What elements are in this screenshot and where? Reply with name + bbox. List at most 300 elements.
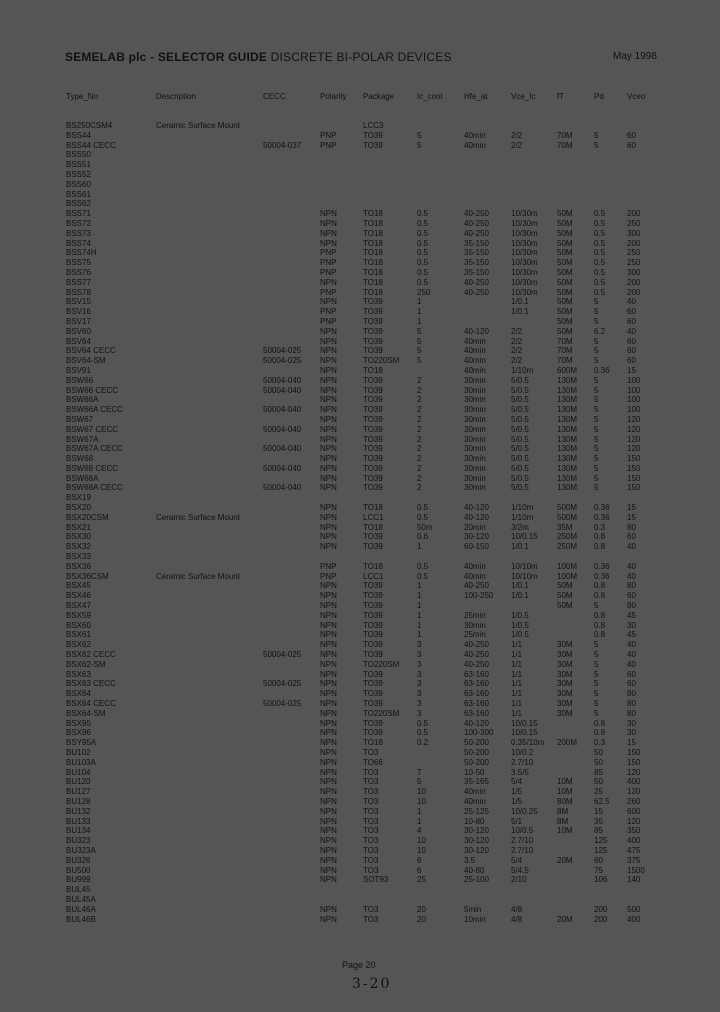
cell-hfe-at: 25min xyxy=(464,610,486,620)
cell-polarity: NPN xyxy=(320,669,337,679)
cell-type-no: BSW68A xyxy=(66,473,99,483)
cell-pd: 5 xyxy=(594,385,599,395)
table-row xyxy=(0,405,720,415)
cell-type-no: BSW66 xyxy=(66,375,94,385)
col-header-type: Type_No xyxy=(66,92,99,101)
cell-vceo: 200 xyxy=(627,287,641,297)
cell-type-no: BSX95 xyxy=(66,718,91,728)
cell-ic-cont: 0.5 xyxy=(417,258,429,268)
cell-type-no: BSX60 xyxy=(66,620,91,630)
cell-ft: 70M xyxy=(557,130,573,140)
cell-polarity: NPN xyxy=(320,326,337,336)
cell-polarity: NPN xyxy=(320,904,337,914)
cell-vce-ic: 10/10m xyxy=(511,571,538,581)
cell-type-no: BSV15 xyxy=(66,297,91,307)
cell-hfe-at: 40-120 xyxy=(464,326,489,336)
table-row xyxy=(0,425,720,435)
cell-polarity: NPN xyxy=(320,787,337,797)
cell-type-no: BU127 xyxy=(66,787,91,797)
cell-polarity: NPN xyxy=(320,454,337,464)
cell-package: TO66 xyxy=(363,757,383,767)
cell-vce-ic: 2/2 xyxy=(511,356,523,366)
cell-vce-ic: 10/0.15 xyxy=(511,718,538,728)
cell-pd: 5 xyxy=(594,444,599,454)
cell-type-no: BSX36CSM xyxy=(66,571,109,581)
cell-type-no: BSS62 xyxy=(66,199,91,209)
cell-package: TO39 xyxy=(363,454,383,464)
cell-package: TO39 xyxy=(363,297,383,307)
cell-vce-ic: 5/4 xyxy=(511,777,523,787)
cell-vce-ic: 1/1 xyxy=(511,640,523,650)
cell-pd: 5 xyxy=(594,375,599,385)
cell-pd: 75 xyxy=(594,865,603,875)
cell-ft: 50M xyxy=(557,228,573,238)
cell-polarity: PNP xyxy=(320,287,337,297)
cell-cecc: 50004-040 xyxy=(263,405,302,415)
table-row xyxy=(0,650,720,660)
cell-polarity: NPN xyxy=(320,718,337,728)
cell-vce-ic: 5/0.5 xyxy=(511,444,529,454)
cell-hfe-at: 40-250 xyxy=(464,228,489,238)
cell-vceo: 15 xyxy=(627,503,636,513)
cell-pd: 0.8 xyxy=(594,591,606,601)
table-row xyxy=(0,346,720,356)
cell-hfe-at: 3.5 xyxy=(464,855,476,865)
cell-package: TO39 xyxy=(363,591,383,601)
table-row xyxy=(0,229,720,239)
table-row xyxy=(0,611,720,621)
cell-ft: 50M xyxy=(557,307,573,317)
cell-pd: 5 xyxy=(594,679,599,689)
cell-type-no: BU326 xyxy=(66,855,91,865)
cell-polarity: NPN xyxy=(320,581,337,591)
cell-vce-ic: 10/0.25 xyxy=(511,806,538,816)
cell-type-no: BU133 xyxy=(66,816,91,826)
cell-package: TO39 xyxy=(363,316,383,326)
cell-polarity: NPN xyxy=(320,356,337,366)
cell-hfe-at: 40min xyxy=(464,346,486,356)
cell-vce-ic: 3/2m xyxy=(511,522,529,532)
table-row xyxy=(0,248,720,258)
table-row xyxy=(0,307,720,317)
table-row xyxy=(0,131,720,141)
cell-pd: 85 xyxy=(594,767,603,777)
col-header-vce-ic: Vce_Ic xyxy=(511,92,536,101)
cell-vce-ic: 3.5/5 xyxy=(511,767,529,777)
cell-ic-cont: 10 xyxy=(417,796,426,806)
cell-polarity: NPN xyxy=(320,405,337,415)
cell-ic-cont: 2 xyxy=(417,444,422,454)
cell-vce-ic: 4/8 xyxy=(511,904,523,914)
col-header-polarity: Polarity xyxy=(320,92,347,101)
cell-polarity: PNP xyxy=(320,561,337,571)
cell-ft: 50M xyxy=(557,601,573,611)
cell-vce-ic: 1/0.5 xyxy=(511,610,529,620)
cell-type-no: BSW67A CECC xyxy=(66,444,123,454)
cell-polarity: NPN xyxy=(320,699,337,709)
table-row xyxy=(0,327,720,337)
cell-vce-ic: 5/0.5 xyxy=(511,405,529,415)
cell-vce-ic: 5/0.5 xyxy=(511,463,529,473)
cell-vceo: 150 xyxy=(627,463,641,473)
cell-polarity: NPN xyxy=(320,532,337,542)
cell-type-no: BSX19 xyxy=(66,493,91,503)
cell-pd: 0.5 xyxy=(594,287,606,297)
table-row xyxy=(0,895,720,905)
cell-pd: 5 xyxy=(594,424,599,434)
cell-pd: 5 xyxy=(594,395,599,405)
cell-ic-cont: 0.5 xyxy=(417,218,429,228)
cell-vceo: 120 xyxy=(627,787,641,797)
cell-package: LCC1 xyxy=(363,571,384,581)
cell-ft: 35M xyxy=(557,522,573,532)
cell-pd: 0.36 xyxy=(594,571,610,581)
cell-pd: 5 xyxy=(594,356,599,366)
cell-ic-cont: 3 xyxy=(417,669,422,679)
cell-hfe-at: 30-120 xyxy=(464,845,489,855)
cell-polarity: NPN xyxy=(320,757,337,767)
cell-hfe-at: 100-250 xyxy=(464,591,494,601)
cell-type-no: BSX64 CECC xyxy=(66,699,116,709)
cell-hfe-at: 40-250 xyxy=(464,659,489,669)
cell-ic-cont: 0.2 xyxy=(417,738,429,748)
cell-ic-cont: 1 xyxy=(417,620,422,630)
cell-vce-ic: 10/30m xyxy=(511,228,538,238)
cell-ic-cont: 5 xyxy=(417,140,422,150)
table-row xyxy=(0,258,720,268)
cell-type-no: BSS77 xyxy=(66,277,91,287)
cell-type-no: BSV60 xyxy=(66,326,91,336)
cell-hfe-at: 30min xyxy=(464,395,486,405)
cell-hfe-at: 35-150 xyxy=(464,238,489,248)
cell-pd: 5 xyxy=(594,659,599,669)
cell-polarity: NPN xyxy=(320,238,337,248)
cell-vceo: 260 xyxy=(627,796,641,806)
cell-type-no: BSS72 xyxy=(66,218,91,228)
cell-type-no: BSX62 xyxy=(66,640,91,650)
cell-type-no: BSW66 CECC xyxy=(66,385,119,395)
cell-pd: 0.5 xyxy=(594,218,606,228)
cell-pd: 15 xyxy=(594,806,603,816)
cell-vceo: 40 xyxy=(627,542,636,552)
cell-vceo: 30 xyxy=(627,718,636,728)
cell-ft: 130M xyxy=(557,454,578,464)
table-row xyxy=(0,415,720,425)
cell-type-no: BU323A xyxy=(66,845,96,855)
cell-type-no: BSS73 xyxy=(66,228,91,238)
cell-pd: 50 xyxy=(594,748,603,757)
cell-type-no: BSS74H xyxy=(66,248,97,258)
cell-polarity: PNP xyxy=(320,258,337,268)
cell-type-no: BSW67A xyxy=(66,434,99,444)
cell-type-no: BU128 xyxy=(66,796,91,806)
cell-ft: 500M xyxy=(557,503,578,513)
cell-pd: 5 xyxy=(594,336,599,346)
cell-pd: 5 xyxy=(594,463,599,473)
cell-vceo: 120 xyxy=(627,434,641,444)
cell-polarity: NPN xyxy=(320,796,337,806)
cell-type-no: BU104 xyxy=(66,767,91,777)
table-row xyxy=(0,836,720,846)
cell-package: TO39 xyxy=(363,444,383,454)
cell-cecc: 50004-025 xyxy=(263,650,302,660)
cell-vceo: 40 xyxy=(627,561,636,571)
cell-pd: 0.8 xyxy=(594,610,606,620)
cell-package: TO39 xyxy=(363,679,383,689)
table-row xyxy=(0,444,720,454)
cell-pd: 0.8 xyxy=(594,581,606,591)
table-row xyxy=(0,689,720,699)
cell-pd: 0.5 xyxy=(594,248,606,258)
cell-ft: 130M xyxy=(557,414,578,424)
cell-vce-ic: 10/30m xyxy=(511,209,538,219)
col-header-ic-cont: Ic_cont xyxy=(417,92,443,101)
cell-vce-ic: 10/30m xyxy=(511,238,538,248)
cell-package: TO18 xyxy=(363,258,383,268)
table-row xyxy=(0,513,720,523)
cell-vce-ic: 1/0.1 xyxy=(511,542,529,552)
cell-ft: 50M xyxy=(557,287,573,297)
cell-type-no: BSW68 CECC xyxy=(66,463,119,473)
cell-pd: 0.36 xyxy=(594,512,610,522)
cell-package: SOT93 xyxy=(363,875,389,885)
cell-vceo: 150 xyxy=(627,757,641,767)
cell-ic-cont: 0.5 xyxy=(417,718,429,728)
cell-hfe-at: 35-150 xyxy=(464,267,489,277)
cell-hfe-at: 40min xyxy=(464,365,486,375)
cell-package: TO3 xyxy=(363,806,379,816)
cell-ic-cont: 1 xyxy=(417,307,422,317)
cell-type-no: BU999 xyxy=(66,875,91,885)
cell-pd: 0.5 xyxy=(594,209,606,219)
cell-hfe-at: 30min xyxy=(464,454,486,464)
cell-type-no: BSX20CSM xyxy=(66,512,109,522)
cell-type-no: BSX62-SM xyxy=(66,659,106,669)
table-row xyxy=(0,199,720,209)
cell-vce-ic: 2.7/10 xyxy=(511,845,534,855)
cell-vceo: 30 xyxy=(627,620,636,630)
cell-polarity: NPN xyxy=(320,777,337,787)
cell-type-no: BSX61 xyxy=(66,630,91,640)
cell-polarity: NPN xyxy=(320,463,337,473)
cell-vce-ic: 5/4.5 xyxy=(511,865,529,875)
cell-type-no: BU132 xyxy=(66,806,91,816)
cell-cecc: 50004-040 xyxy=(263,483,302,493)
cell-package: TO39 xyxy=(363,718,383,728)
cell-pd: 5 xyxy=(594,699,599,709)
cell-type-no: BU500 xyxy=(66,865,91,875)
cell-ft: 50M xyxy=(557,581,573,591)
table-row xyxy=(0,523,720,533)
table-row xyxy=(0,356,720,366)
cell-vceo: 80 xyxy=(627,522,636,532)
cell-vceo: 15 xyxy=(627,365,636,375)
cell-type-no: BU134 xyxy=(66,826,91,836)
cell-hfe-at: 35-150 xyxy=(464,258,489,268)
cell-pd: 5 xyxy=(594,640,599,650)
cell-vce-ic: 1/1 xyxy=(511,708,523,718)
cell-hfe-at: 25min xyxy=(464,630,486,640)
cell-vceo: 400 xyxy=(627,836,641,846)
cell-polarity: NPN xyxy=(320,836,337,846)
table-row xyxy=(0,121,720,131)
cell-hfe-at: 40-120 xyxy=(464,512,489,522)
cell-ic-cont: 0.5 xyxy=(417,512,429,522)
cell-hfe-at: 30min xyxy=(464,483,486,493)
table-row xyxy=(0,572,720,582)
cell-polarity: PNP xyxy=(320,140,337,150)
cell-type-no: BSX32 xyxy=(66,542,91,552)
cell-hfe-at: 40-250 xyxy=(464,650,489,660)
table-row xyxy=(0,288,720,298)
cell-hfe-at: 35-150 xyxy=(464,248,489,258)
cell-hfe-at: 30min xyxy=(464,424,486,434)
cell-vceo: 60 xyxy=(627,356,636,366)
table-row xyxy=(0,660,720,670)
cell-ft: 130M xyxy=(557,434,578,444)
cell-vceo: 60 xyxy=(627,130,636,140)
cell-ft: 8M xyxy=(557,806,569,816)
cell-polarity: NPN xyxy=(320,816,337,826)
cell-hfe-at: 30-120 xyxy=(464,836,489,846)
cell-package: TO39 xyxy=(363,581,383,591)
cell-pd: 0.5 xyxy=(594,238,606,248)
cell-vceo: 1500 xyxy=(627,865,645,875)
cell-pd: 5 xyxy=(594,689,599,699)
cell-pd: 5 xyxy=(594,140,599,150)
cell-pd: 0.8 xyxy=(594,630,606,640)
cell-vce-ic: 2/2 xyxy=(511,130,523,140)
cell-hfe-at: 40-250 xyxy=(464,287,489,297)
cell-ic-cont: 3 xyxy=(417,640,422,650)
cell-polarity: NPN xyxy=(320,277,337,287)
table-row xyxy=(0,670,720,680)
cell-pd: 5 xyxy=(594,297,599,307)
cell-cecc: 50004-040 xyxy=(263,375,302,385)
cell-package: TO3 xyxy=(363,777,379,787)
cell-hfe-at: 35-165 xyxy=(464,777,489,787)
cell-vceo: 120 xyxy=(627,767,641,777)
cell-type-no: BUL45A xyxy=(66,894,96,904)
cell-polarity: NPN xyxy=(320,336,337,346)
cell-ft: 30M xyxy=(557,650,573,660)
cell-vceo: 400 xyxy=(627,914,641,924)
cell-vceo: 200 xyxy=(627,277,641,287)
cell-type-no: BUL46A xyxy=(66,904,96,914)
cell-vceo: 250 xyxy=(627,218,641,228)
cell-package: TO39 xyxy=(363,620,383,630)
cell-type-no: BSX64-SM xyxy=(66,708,106,718)
cell-vce-ic: 10/30m xyxy=(511,258,538,268)
cell-ic-cont: 3 xyxy=(417,679,422,689)
cell-vce-ic: 2/2 xyxy=(511,336,523,346)
cell-vceo: 350 xyxy=(627,826,641,836)
cell-vceo: 15 xyxy=(627,738,636,748)
col-header-package: Package xyxy=(363,92,395,101)
table-row xyxy=(0,190,720,200)
cell-vceo: 400 xyxy=(627,777,641,787)
cell-ft: 30M xyxy=(557,708,573,718)
table-row xyxy=(0,542,720,552)
cell-type-no: BSX63 CECC xyxy=(66,679,116,689)
cell-vceo: 200 xyxy=(627,238,641,248)
cell-ft: 20M xyxy=(557,914,573,924)
cell-cecc: 50004-040 xyxy=(263,463,302,473)
cell-pd: 50 xyxy=(594,757,603,767)
table-row xyxy=(0,209,720,219)
cell-vce-ic: 2/2 xyxy=(511,140,523,150)
cell-polarity: NPN xyxy=(320,297,337,307)
cell-package: TO39 xyxy=(363,375,383,385)
cell-type-no: BSV91 xyxy=(66,365,91,375)
table-row xyxy=(0,150,720,160)
guide-title: SELECTOR GUIDE xyxy=(157,50,268,64)
cell-cecc: 50004-040 xyxy=(263,444,302,454)
cell-package: TO18 xyxy=(363,209,383,219)
cell-polarity: NPN xyxy=(320,640,337,650)
cell-vceo: 40 xyxy=(627,326,636,336)
table-row xyxy=(0,278,720,288)
cell-vceo: 250 xyxy=(627,258,641,268)
cell-hfe-at: 40min xyxy=(464,571,486,581)
cell-polarity: NPN xyxy=(320,542,337,552)
cell-vce-ic: 10/30m xyxy=(511,248,538,258)
cell-vceo: 150 xyxy=(627,748,641,757)
cell-polarity: PNP xyxy=(320,316,337,326)
table-row xyxy=(0,503,720,513)
cell-pd: 6.2 xyxy=(594,326,606,336)
cell-ic-cont: 5 xyxy=(417,346,422,356)
cell-hfe-at: 40min xyxy=(464,140,486,150)
cell-vceo: 500 xyxy=(627,904,641,914)
cell-polarity: NPN xyxy=(320,473,337,483)
cell-vceo: 300 xyxy=(627,228,641,238)
cell-ic-cont: 1 xyxy=(417,581,422,591)
cell-vceo: 60 xyxy=(627,591,636,601)
cell-pd: 5 xyxy=(594,434,599,444)
cell-package: TO18 xyxy=(363,503,383,513)
cell-pd: 62.5 xyxy=(594,796,610,806)
cell-package: TO39 xyxy=(363,385,383,395)
cell-type-no: BU102 xyxy=(66,748,91,757)
cell-vce-ic: 5/4 xyxy=(511,855,523,865)
cell-vceo: 60 xyxy=(627,679,636,689)
cell-package: TO3 xyxy=(363,816,379,826)
cell-ft: 80M xyxy=(557,796,573,806)
cell-type-no: BSW66A CECC xyxy=(66,405,123,415)
cell-pd: 5 xyxy=(594,669,599,679)
table-row xyxy=(0,386,720,396)
table-row xyxy=(0,376,720,386)
cell-package: TO18 xyxy=(363,365,383,375)
cell-polarity: NPN xyxy=(320,424,337,434)
cell-pd: 0.8 xyxy=(594,728,606,738)
cell-type-no: BSW66A xyxy=(66,395,99,405)
table-row xyxy=(0,699,720,709)
cell-vceo: 250 xyxy=(627,248,641,258)
cell-polarity: PNP xyxy=(320,571,337,581)
cell-polarity: NPN xyxy=(320,806,337,816)
table-row xyxy=(0,483,720,493)
col-header-ft: fT xyxy=(557,92,565,101)
cell-vceo: 60 xyxy=(627,669,636,679)
cell-vceo: 80 xyxy=(627,708,636,718)
cell-pd: 125 xyxy=(594,845,608,855)
cell-vce-ic: 10/30m xyxy=(511,218,538,228)
cell-ft: 30M xyxy=(557,679,573,689)
cell-type-no: BSV16 xyxy=(66,307,91,317)
cell-hfe-at: 30min xyxy=(464,473,486,483)
